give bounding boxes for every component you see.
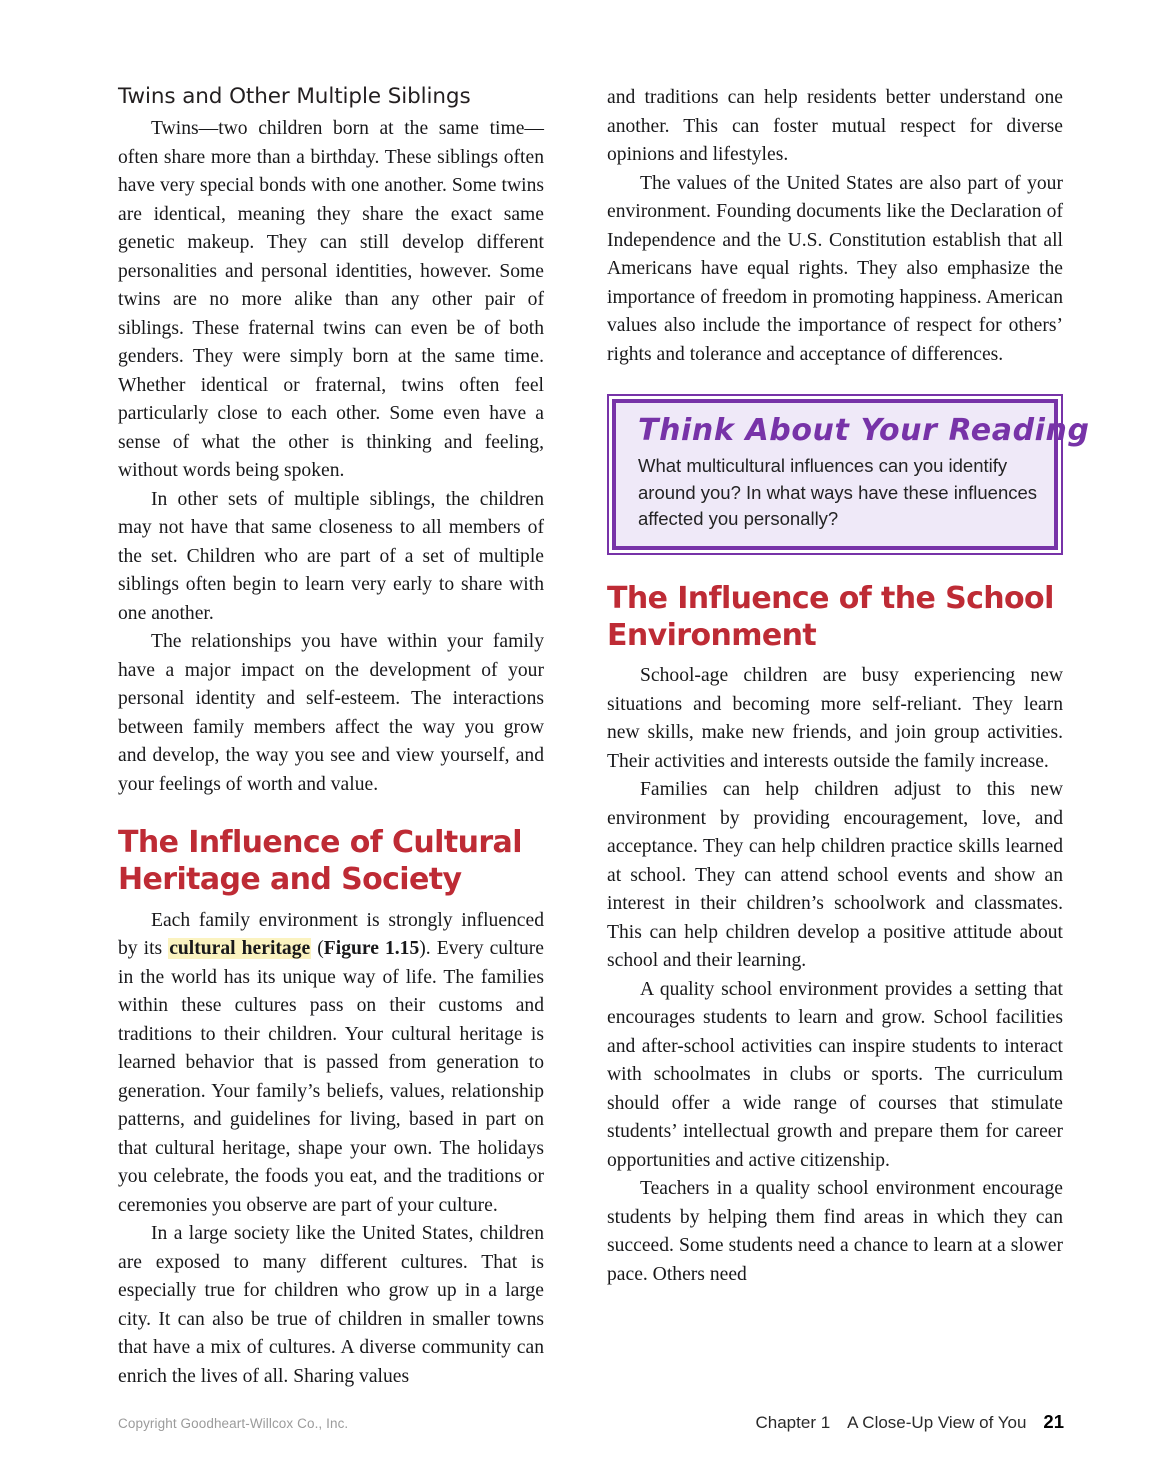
paragraph-school-1: School-age children are busy experiencing new situations and becoming more self-reliant. They learn new skills, make new friends, and join group activities. Their activities and interests outside the family increase. xyxy=(607,665,1063,772)
paragraph-school-2: Families can help children adjust to this new environment by providing encouragement, love, and acceptance. They can help children practice skills learned at school. They can attend school events and show an interest in their children’s schoolwork and classmates. This can help children develop a positive attitude about school and their learning. xyxy=(607,779,1063,972)
section-heading-school-environment: The Influence of the School Environment xyxy=(607,581,1054,653)
think-box-title: Think About Your Reading xyxy=(638,413,1090,448)
paragraph-school-3: A quality school environment provides a setting that encourages students to learn and grow. School facilities and after-school activities can inspire students to interact with schoolmates in clubs or sports. The curriculum should offer a wide range of courses that stimulate students’ intellectual growth and prepare them for career opportunities and active citizenship. xyxy=(607,978,1063,1171)
think-about-your-reading-box xyxy=(607,394,1090,555)
paragraph-cultural-2: In a large society like the United States, children are exposed to many different cultures. That is especially true for children who grow up in a large city. It can also be true of children in smaller towns that have a mix of cultures. A diverse community can enrich the lives of all. Sharing values xyxy=(118,1223,544,1387)
page-footer xyxy=(118,1411,1064,1433)
section-heading-cultural-heritage: The Influence of Cultural Heritage and Society xyxy=(118,825,522,897)
figure-reference: Figure 1.15 xyxy=(323,938,420,960)
paragraph-cultural-1 xyxy=(118,907,544,1221)
paragraph-cultural-1-part-c: ). Every culture in the world has its unique way of life. The families within these cultures pass on their customs and traditions to their children. Your cultural heritage is learned behavior that is passed from generation to generation. Your family’s beliefs, values, relationship patterns, and guidelines for living, based in part on that cultural heritage, shape your own. The holidays you celebrate, the foods you eat, and the traditions or ceremonies you observe are part of your culture. xyxy=(118,938,544,1216)
key-term-cultural-heritage: cultural heritage xyxy=(169,938,311,960)
think-box-question: What multicultural influences can you identify around you? In what ways have these influences affected you personally? xyxy=(638,455,1038,529)
folio xyxy=(756,1411,1065,1433)
copyright-notice: Copyright Goodheart-Willcox Co., Inc. xyxy=(118,1416,349,1431)
page-number: 21 xyxy=(1043,1411,1064,1432)
think-box-inner xyxy=(612,399,1090,550)
paragraph-twins-1: Twins—two children born at the same time—often share more than a birthday. These siblings often have very special bonds with one another. Some twins are identical, meaning they share the exact same genetic makeup. They can still develop different personalities and personal identities, however. Some twins are no more alike than any other pair of siblings. These fraternal twins can even be of both genders. They were simply born at the same time. Whether identical or fraternal, twins often feel particularly close to each other. Some even have a sense of what the other is thinking and feeling, without words being spoken. xyxy=(118,118,544,482)
paragraph-us-values: The values of the United States are also part of your environment. Founding documents like the Declaration of Independence and the U.S. Constitution establish that all Americans have equal rights. They also emphasize the importance of freedom in promoting happiness. American values also include the importance of respect for others’ rights and tolerance and acceptance of differences. xyxy=(607,172,1063,365)
chapter-title: A Close-Up View of You xyxy=(847,1413,1027,1432)
paragraph-twins-2: In other sets of multiple siblings, the children may not have that same closeness to all members of the set. Children who are part of a set of multiple siblings often begin to learn very early to share with one another. xyxy=(118,488,544,624)
two-column-layout xyxy=(118,84,1090,1387)
paragraph-cultural-1-part-b: ( xyxy=(311,938,324,960)
right-column xyxy=(607,84,1090,1354)
paragraph-continued-from-left: and traditions can help residents better understand one another. This can foster mutual respect for diverse opinions and lifestyles. xyxy=(607,87,1063,165)
chapter-label: Chapter 1 xyxy=(755,1413,831,1432)
paragraph-school-4: Teachers in a quality school environment encourage students by helping them find areas in which they can succeed. Some students need a chance to learn at a slower pace. Others need xyxy=(607,1178,1063,1285)
subheading-twins: Twins and Other Multiple Siblings xyxy=(118,84,471,109)
paragraph-twins-3: The relationships you have within your family have a major impact on the development of your personal identity and self-esteem. The interactions between family members affect the way you grow and develop, the way you see and view yourself, and your feelings of worth and value. xyxy=(118,631,544,795)
left-column xyxy=(118,84,544,1387)
paragraph-cultural-1-part-a: Each family environment is strongly influenced by its xyxy=(118,909,544,960)
